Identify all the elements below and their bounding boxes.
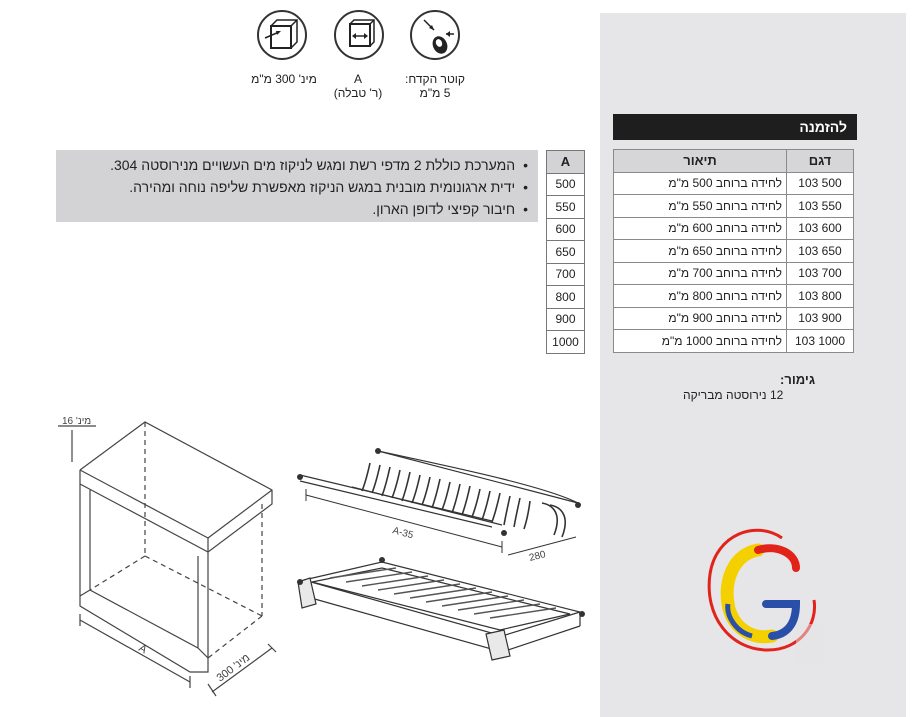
rack-depth-label: 280: [528, 549, 547, 564]
desc-cell: לחידה ברוחב 500 מ"מ: [614, 172, 787, 195]
desc-cell: לחידה ברוחב 900 מ"מ: [614, 307, 787, 330]
order-title-bar: להזמנה: [613, 114, 857, 140]
a-table-cell: 1000: [547, 331, 585, 354]
model-cell: 103 800: [787, 285, 854, 308]
a-table-cell: 500: [547, 173, 585, 196]
model-cell: 103 900: [787, 307, 854, 330]
feature-item: • חיבור קפיצי לדופן הארון.: [56, 198, 528, 220]
a-table-cell: 800: [547, 286, 585, 309]
desc-cell: לחידה ברוחב 700 מ"מ: [614, 262, 787, 285]
a-table-cell: 650: [547, 241, 585, 264]
table-row: [614, 195, 854, 218]
feature-item: • המערכת כוללת 2 מדפי רשת ומגש לניקוז מים העשויים מנירוסטה 304.: [56, 154, 528, 176]
cabinet-drawing: [40, 400, 290, 705]
finish-label: גימור:: [780, 372, 816, 387]
col-desc-header: תיאור: [614, 150, 787, 173]
table-row: [614, 262, 854, 285]
dish-rack-drawing: [292, 445, 602, 565]
desc-cell: לחידה ברוחב 600 מ"מ: [614, 217, 787, 240]
table-row: [614, 172, 854, 195]
drill-hole-caption: קוטר הקדח: 5 מ"מ: [405, 72, 465, 100]
table-row: [614, 330, 854, 353]
desc-cell: לחידה ברוחב 800 מ"מ: [614, 285, 787, 308]
min300-label: מינ' 300: [214, 651, 253, 685]
drip-tray-drawing: [290, 556, 600, 666]
dim-a-label: A: [136, 642, 149, 657]
features-box: [56, 150, 538, 222]
cabinet-depth-caption: מינ' 300 מ"מ: [251, 72, 317, 86]
model-cell: 103 700: [787, 262, 854, 285]
model-cell: 103 500: [787, 172, 854, 195]
model-cell: 103 1000: [787, 330, 854, 353]
feature-item: • ידית ארגונומית מובנית במגש הניקוז מאפשרת שליפה נוחה ומהירה.: [56, 176, 528, 198]
a-table-header: A: [547, 151, 585, 174]
a-table-cell: 900: [547, 308, 585, 331]
table-row: [614, 307, 854, 330]
drill-hole-icon: [410, 10, 460, 60]
table-row: [614, 285, 854, 308]
table-row: [614, 217, 854, 240]
model-cell: 103 550: [787, 195, 854, 218]
a-table-cell: 700: [547, 263, 585, 286]
brand-logo: [696, 524, 826, 664]
model-cell: 103 650: [787, 240, 854, 263]
cabinet-width-caption: A (ר' טבלה): [333, 72, 383, 100]
min16-label: מינ' 16: [62, 416, 92, 427]
a-table-cell: 600: [547, 218, 585, 241]
col-model-header: דגם: [787, 150, 854, 173]
a-table-cell: 550: [547, 196, 585, 219]
cabinet-depth-icon: [257, 10, 307, 60]
order-table: [613, 149, 854, 353]
desc-cell: לחידה ברוחב 550 מ"מ: [614, 195, 787, 218]
cabinet-width-icon: [334, 10, 384, 60]
table-row: [614, 240, 854, 263]
desc-cell: לחידה ברוחב 650 מ"מ: [614, 240, 787, 263]
a-dimension-table: [546, 150, 585, 354]
rack-length-label: A-35: [391, 525, 415, 542]
desc-cell: לחידה ברוחב 1000 מ"מ: [614, 330, 787, 353]
model-cell: 103 600: [787, 217, 854, 240]
finish-value: 12 נירוסטה מבריקה: [683, 388, 784, 402]
